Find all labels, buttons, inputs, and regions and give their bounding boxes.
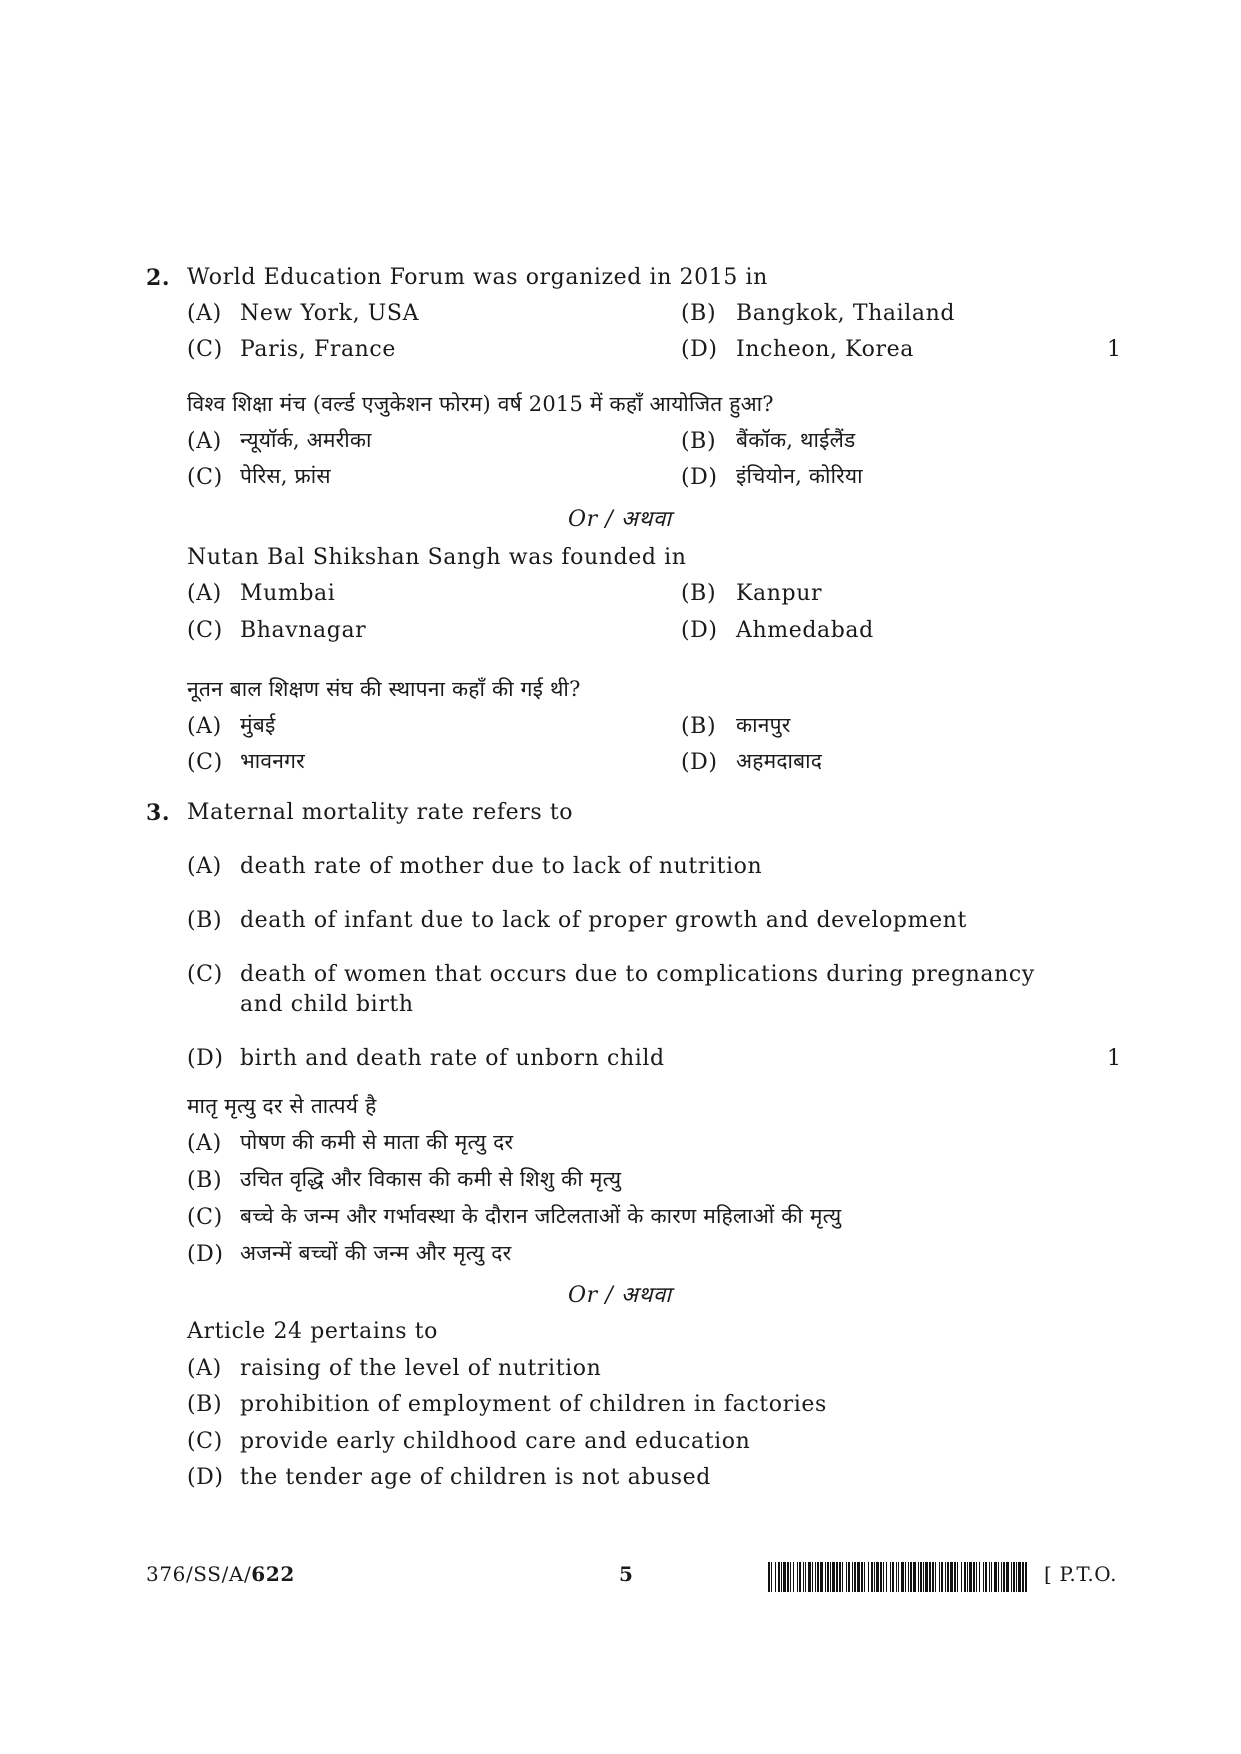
option-label: (B) <box>187 908 223 933</box>
option-text: Mumbai <box>240 581 336 606</box>
option-label: (B) <box>681 301 717 326</box>
option-label: (A) <box>187 854 222 879</box>
option-text: Ahmedabad <box>736 618 874 643</box>
option-text: Bhavnagar <box>240 618 367 643</box>
option-text-hindi: बैंकॉक, थाईलैंड <box>736 428 856 452</box>
option-label: (A) <box>187 1131 222 1156</box>
question-text: World Education Forum was organized in 2015 in <box>187 265 768 290</box>
option-text: provide early childhood care and education <box>240 1429 751 1454</box>
option-text: Kanpur <box>736 581 823 606</box>
option-text: the tender age of children is not abused <box>240 1465 711 1490</box>
option-label: (B) <box>187 1168 223 1193</box>
question-number: 3. <box>146 800 171 826</box>
option-label: (C) <box>187 1429 223 1454</box>
option-label: (C) <box>187 465 223 490</box>
barcode-icon <box>768 1562 1028 1592</box>
option-label: (D) <box>681 465 718 490</box>
option-text-hindi: पोषण की कमी से माता की मृत्यु दर <box>240 1130 514 1154</box>
question-text-hindi: विश्व शिक्षा मंच (वर्ल्ड एजुकेशन फोरम) वर्ष 2015 में कहाँ आयोजित हुआ? <box>187 392 774 416</box>
option-label: (D) <box>187 1242 224 1267</box>
option-label: (A) <box>187 714 222 739</box>
option-text: New York, USA <box>240 301 420 326</box>
option-label: (A) <box>187 1356 222 1381</box>
question-text-hindi: मातृ मृत्यु दर से तात्पर्य है <box>187 1094 377 1118</box>
pto-label: [ P.T.O. <box>1044 1562 1118 1586</box>
option-text: Paris, France <box>240 337 396 362</box>
option-label: (C) <box>187 618 223 643</box>
option-text-hindi: भावनगर <box>240 749 305 773</box>
question-text: Maternal mortality rate refers to <box>187 800 574 825</box>
option-text-hindi: इंचियोन, कोरिया <box>736 464 863 488</box>
paper-code-prefix: 376/SS/A/ <box>146 1562 252 1586</box>
option-text-hindi: उचित वृद्धि और विकास की कमी से शिशु की मृत्यु <box>240 1167 622 1191</box>
option-label: (A) <box>187 429 222 454</box>
option-label: (B) <box>681 429 717 454</box>
page-number: 5 <box>619 1562 634 1586</box>
option-text: Bangkok, Thailand <box>736 301 956 326</box>
option-text-hindi: अहमदाबाद <box>736 749 823 773</box>
option-label: (D) <box>187 1465 224 1490</box>
or-divider: Or / अथवा <box>568 507 672 532</box>
option-text-hindi: अजन्में बच्चों की जन्म और मृत्यु दर <box>240 1241 512 1265</box>
option-text-continued: and child birth <box>240 992 414 1017</box>
option-text-hindi: पेरिस, फ्रांस <box>240 464 331 488</box>
option-label: (B) <box>681 714 717 739</box>
option-text-hindi: बच्चे के जन्म और गर्भावस्था के दौरान जटिलताओं के कारण महिलाओं की मृत्यु <box>240 1204 842 1228</box>
option-label: (C) <box>187 962 223 987</box>
option-label: (B) <box>187 1392 223 1417</box>
option-label: (B) <box>681 581 717 606</box>
option-label: (D) <box>681 618 718 643</box>
option-label: (D) <box>681 750 718 775</box>
question-text-hindi: नूतन बाल शिक्षण संघ की स्थापना कहाँ की गई थी? <box>187 677 581 701</box>
marks: 1 <box>1107 337 1122 362</box>
question-text: Nutan Bal Shikshan Sangh was founded in <box>187 545 687 570</box>
option-text-hindi: मुंबई <box>240 713 276 737</box>
option-text: birth and death rate of unborn child <box>240 1046 665 1071</box>
paper-code-number: 622 <box>251 1562 295 1586</box>
option-label: (D) <box>681 337 718 362</box>
option-text: raising of the level of nutrition <box>240 1356 602 1381</box>
option-text: prohibition of employment of children in factories <box>240 1392 827 1417</box>
marks: 1 <box>1107 1046 1122 1071</box>
option-label: (A) <box>187 301 222 326</box>
option-text-hindi: कानपुर <box>736 713 791 737</box>
option-text: death of women that occurs due to complications during pregnancy <box>240 962 1035 987</box>
option-text: death of infant due to lack of proper growth and development <box>240 908 967 933</box>
option-text: death rate of mother due to lack of nutrition <box>240 854 763 879</box>
option-label: (C) <box>187 750 223 775</box>
option-label: (A) <box>187 581 222 606</box>
option-label: (D) <box>187 1046 224 1071</box>
question-text: Article 24 pertains to <box>187 1319 438 1344</box>
option-label: (C) <box>187 1205 223 1230</box>
question-number: 2. <box>146 265 171 291</box>
option-label: (C) <box>187 337 223 362</box>
option-text-hindi: न्यूयॉर्क, अमरीका <box>240 428 372 452</box>
option-text: Incheon, Korea <box>736 337 914 362</box>
paper-code <box>146 1560 295 1588</box>
or-divider: Or / अथवा <box>568 1283 672 1308</box>
